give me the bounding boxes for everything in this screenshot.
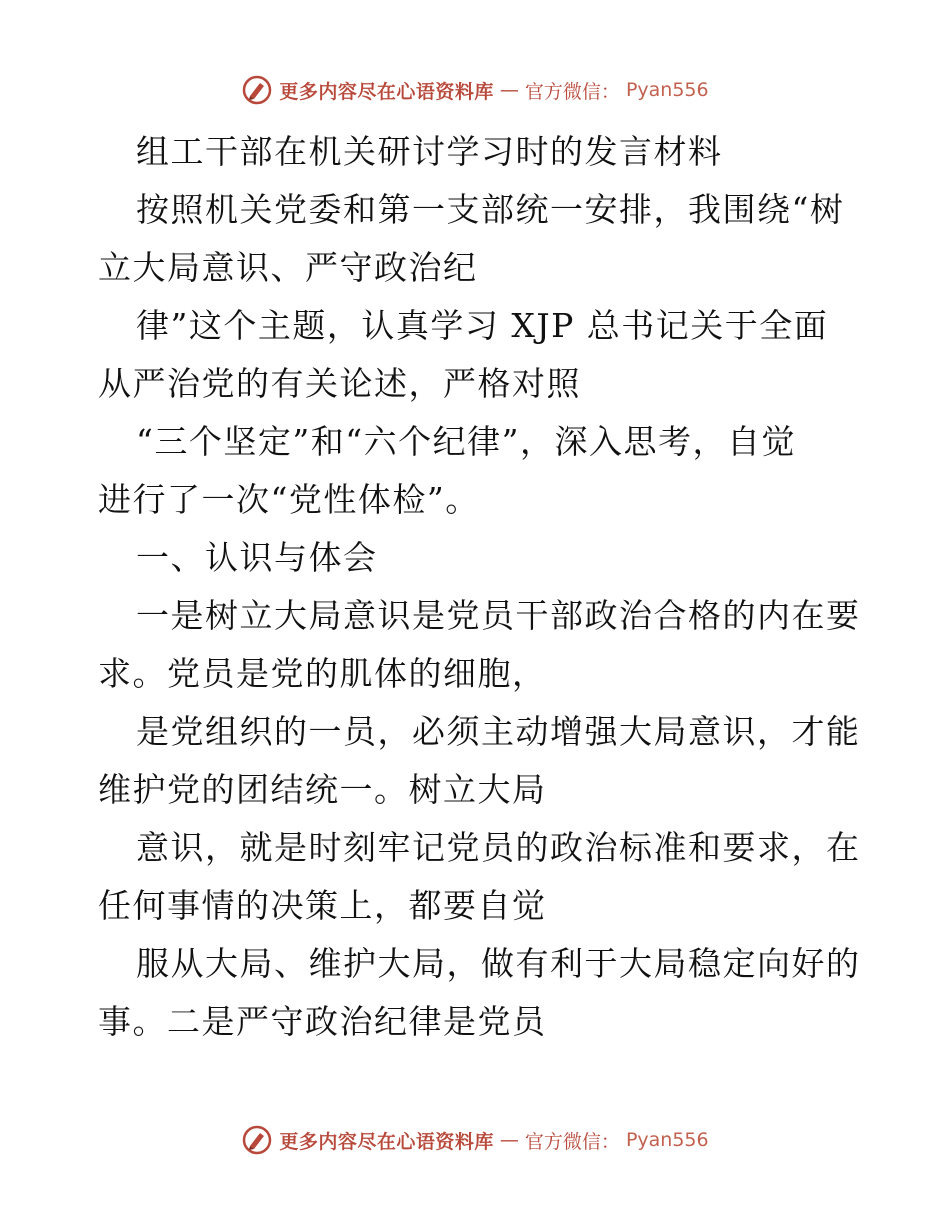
footer-watermark bbox=[0, 1120, 950, 1160]
paragraph-line: 立大局意识、严守政治纪 bbox=[98, 248, 478, 287]
watermark-wechat-label: 官方微信： bbox=[524, 1130, 620, 1153]
section-heading: 一、认识与体会 bbox=[136, 538, 378, 577]
document-title: 组工干部在机关研讨学习时的发言材料 bbox=[136, 132, 723, 171]
paragraph-line: 从严治党的有关论述，严格对照 bbox=[98, 364, 581, 403]
paragraph-line: 意识，就是时刻牢记党员的政治标准和要求，在 bbox=[136, 828, 861, 867]
document-body bbox=[98, 123, 861, 1051]
paragraph-line: 事。二是严守政治纪律是党员 bbox=[98, 1002, 547, 1041]
watermark-site-text: 更多内容尽在心语资料库 bbox=[279, 1130, 494, 1153]
watermark-wechat-id: Pyan556 bbox=[625, 1129, 709, 1151]
paragraph-line: 进行了一次“党性体检”。 bbox=[98, 480, 480, 519]
paragraph-line: 是党组织的一员，必须主动增强大局意识，才能 bbox=[136, 712, 861, 751]
paragraph-line: 一是树立大局意识是党员干部政治合格的内在要 bbox=[136, 596, 861, 635]
header-watermark bbox=[0, 70, 950, 110]
pen-circle-icon bbox=[241, 74, 273, 106]
pen-circle-icon bbox=[241, 1124, 273, 1156]
paragraph-line: 求。党员是党的肌体的细胞， bbox=[98, 654, 547, 693]
paragraph-line: “三个坚定”和“六个纪律”，深入思考，自觉 bbox=[136, 422, 796, 461]
watermark-wechat-label: 官方微信： bbox=[524, 80, 620, 103]
watermark-dash: — bbox=[499, 1129, 519, 1151]
watermark-wechat-id: Pyan556 bbox=[625, 79, 709, 101]
paragraph-line: 任何事情的决策上，都要自觉 bbox=[98, 886, 547, 925]
paragraph-line: 律”这个主题，认真学习 XJP 总书记关于全面 bbox=[136, 306, 829, 345]
paragraph-line: 按照机关党委和第一支部统一安排，我围绕“树 bbox=[136, 190, 845, 229]
paragraph-line: 维护党的团结统一。树立大局 bbox=[98, 770, 547, 809]
watermark-site-text: 更多内容尽在心语资料库 bbox=[279, 80, 494, 103]
watermark-dash: — bbox=[499, 79, 519, 101]
paragraph-line: 服从大局、维护大局，做有利于大局稳定向好的 bbox=[136, 944, 861, 983]
